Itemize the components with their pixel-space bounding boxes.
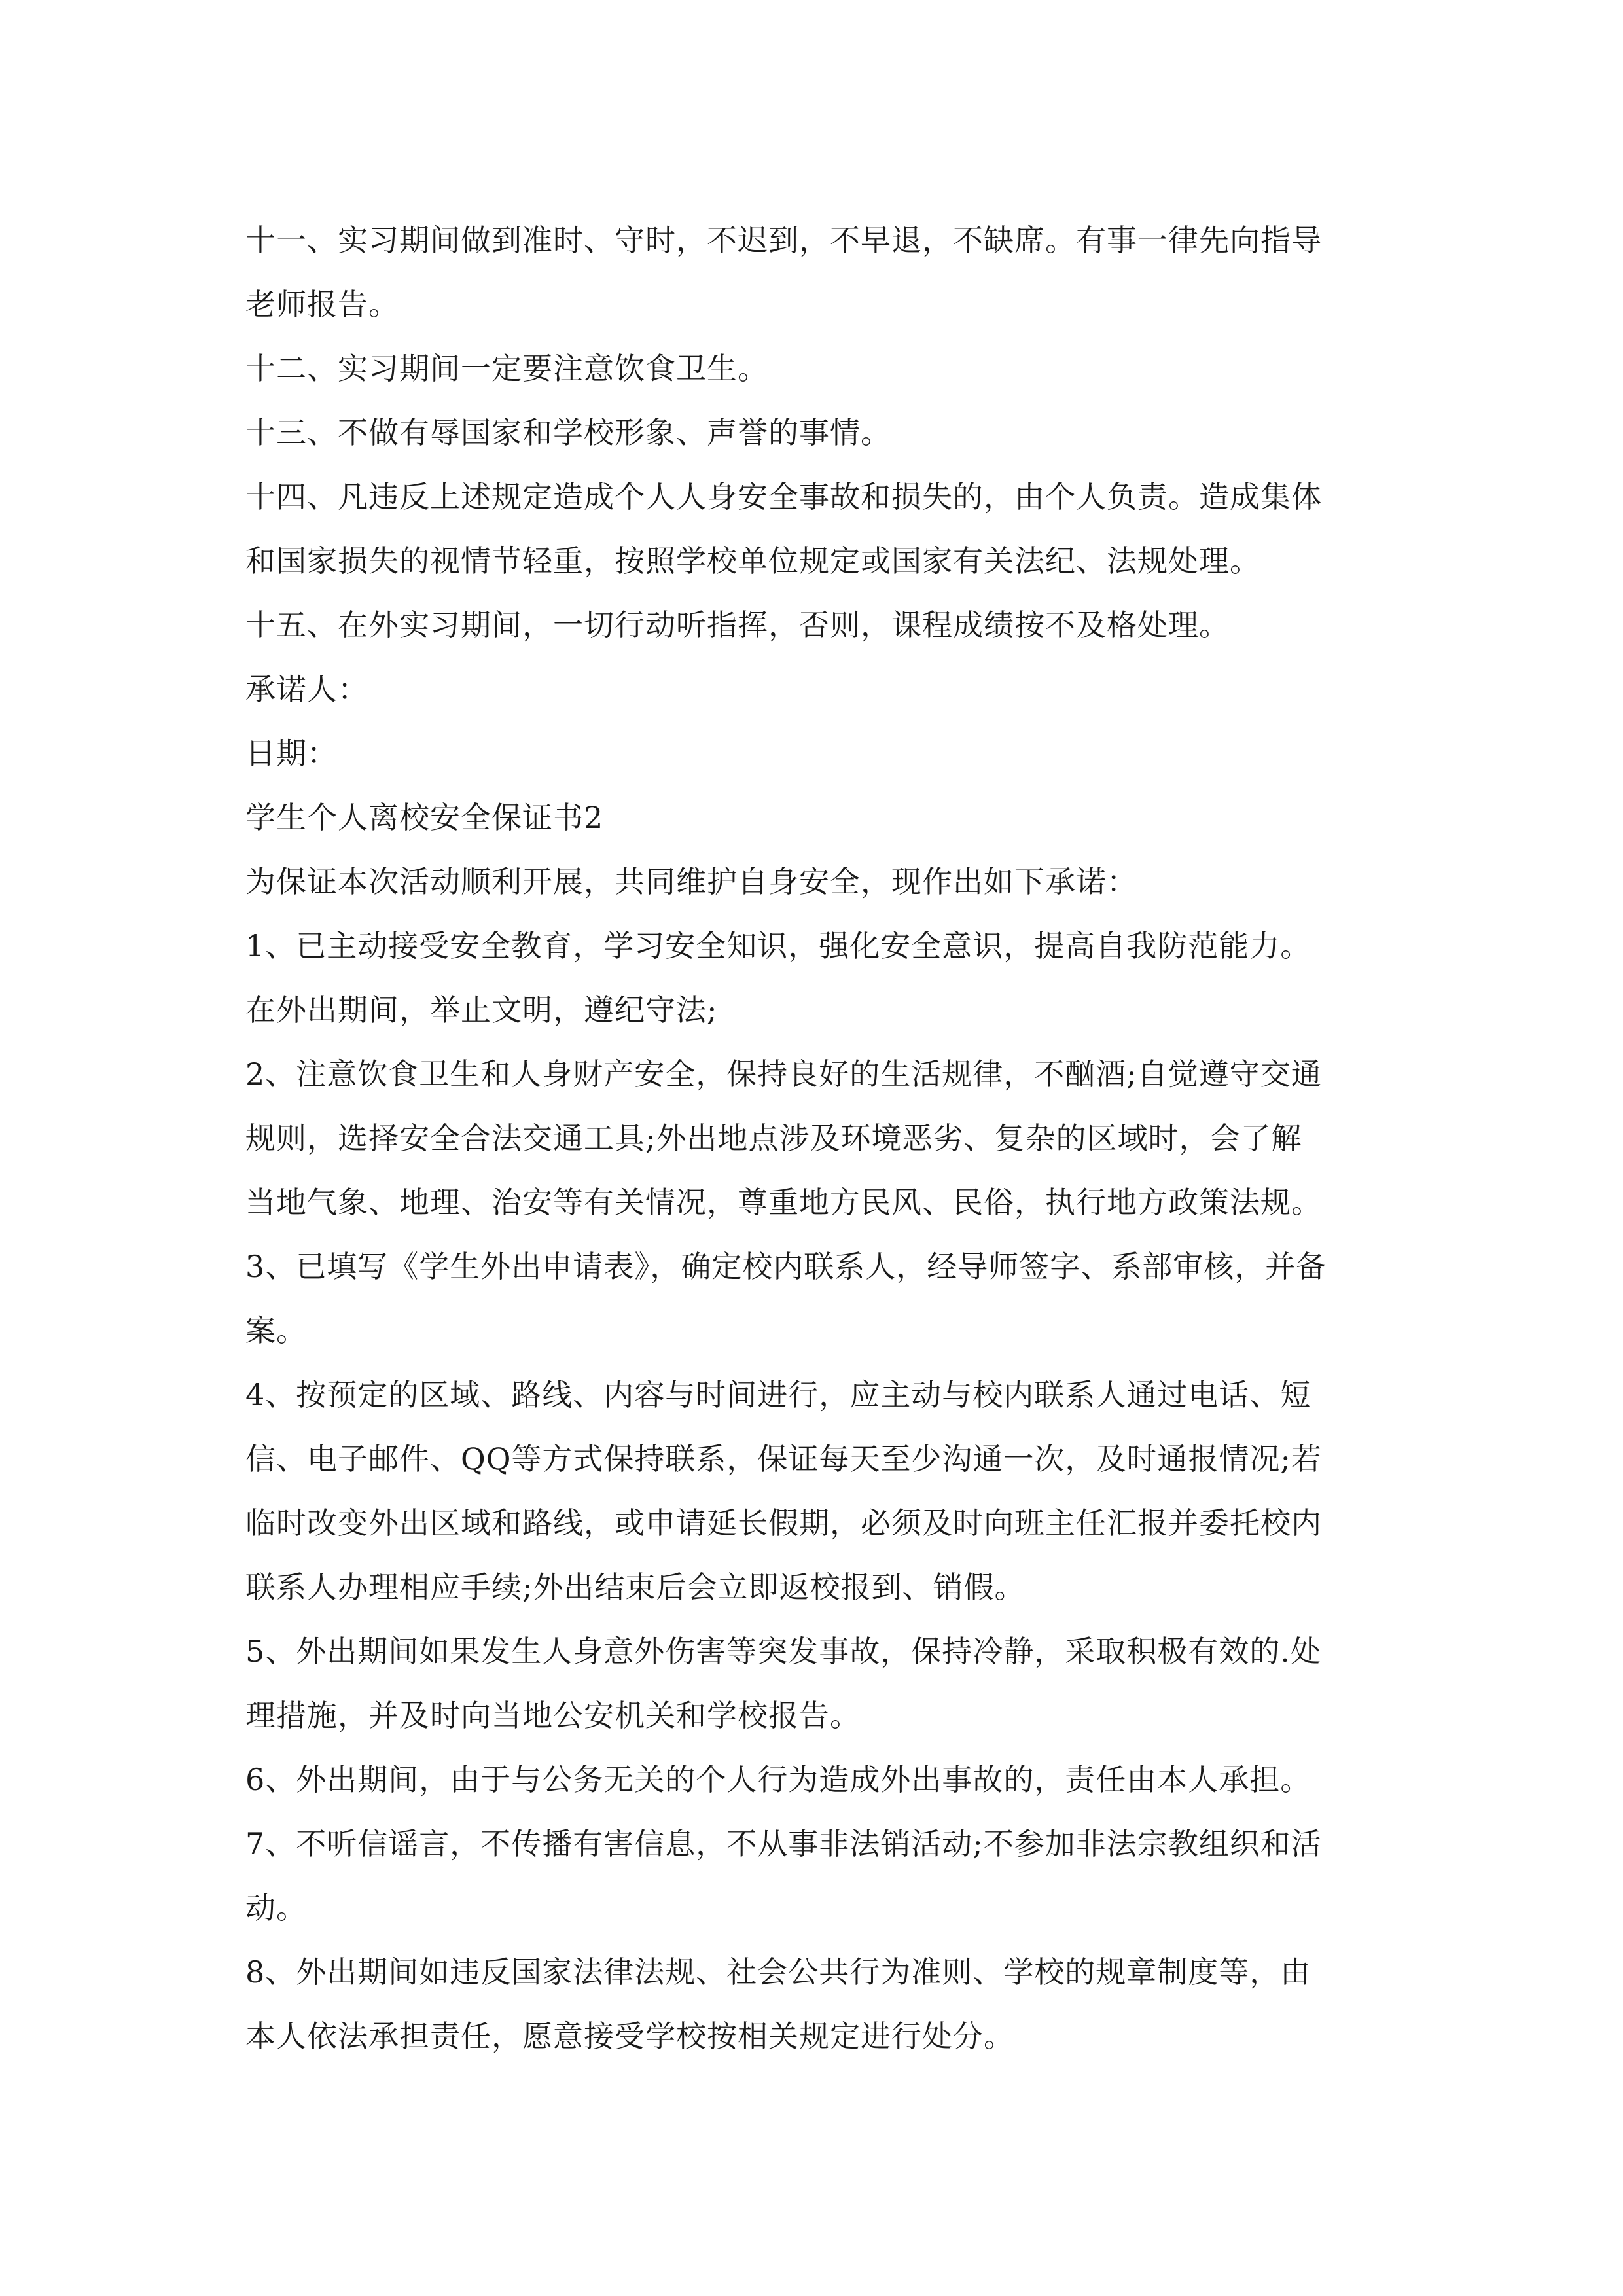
text-line: 动。 (245, 1890, 307, 1926)
text-line: 8、外出期间如违反国家法律法规、社会公共行为准则、学校的规章制度等，由 (245, 1954, 1311, 1990)
text-line: 信、电子邮件、QQ等方式保持联系，保证每天至少沟通一次，及时通报情况;若 (245, 1441, 1322, 1477)
text-line: 1、已主动接受安全教育，学习安全知识，强化安全意识，提高自我防范能力。 (245, 928, 1311, 963)
signatory-label: 承诺人： (245, 672, 368, 707)
text-line: 为保证本次活动顺利开展，共同维护自身安全，现作出如下承诺： (245, 864, 1137, 899)
section-title: 学生个人离校安全保证书2 (245, 800, 604, 835)
date-label: 日期： (245, 736, 338, 771)
text-line: 临时改变外出区域和路线，或申请延长假期，必须及时向班主任汇报并委托校内 (245, 1505, 1322, 1541)
text-line: 规则，选择安全合法交通工具;外出地点涉及环境恶劣、复杂的区域时，会了解 (245, 1121, 1302, 1156)
text-line: 6、外出期间，由于与公务无关的个人行为造成外出事故的，责任由本人承担。 (245, 1762, 1311, 1797)
text-line: 案。 (245, 1313, 307, 1348)
text-line: 7、不听信谣言，不传播有害信息，不从事非法销活动;不参加非法宗教组织和活 (245, 1826, 1322, 1861)
text-line: 3、已填写《学生外出申请表》，确定校内联系人，经导师签字、系部审核，并备 (245, 1249, 1327, 1284)
text-line: 十二、实习期间一定要注意饮食卫生。 (245, 351, 768, 386)
text-line: 4、按预定的区域、路线、内容与时间进行，应主动与校内联系人通过电话、短 (245, 1377, 1311, 1412)
text-line: 十五、在外实习期间，一切行动听指挥，否则，课程成绩按不及格处理。 (245, 607, 1230, 643)
text-line: 十四、凡违反上述规定造成个人人身安全事故和损失的，由个人负责。造成集体 (245, 479, 1322, 514)
text-line: 理措施，并及时向当地公安机关和学校报告。 (245, 1698, 861, 1733)
text-line: 十一、实习期间做到准时、守时，不迟到，不早退，不缺席。有事一律先向指导 (245, 223, 1322, 258)
text-line: 在外出期间，举止文明，遵纪守法; (245, 992, 718, 1028)
text-line: 老师报告。 (245, 287, 399, 322)
text-line: 和国家损失的视情节轻重，按照学校单位规定或国家有关法纪、法规处理。 (245, 543, 1260, 579)
document-body (245, 208, 1397, 2068)
text-line: 十三、不做有辱国家和学校形象、声誉的事情。 (245, 415, 891, 450)
text-line: 当地气象、地理、治安等有关情况，尊重地方民风、民俗，执行地方政策法规。 (245, 1185, 1322, 1220)
text-line: 本人依法承担责任，愿意接受学校按相关规定进行处分。 (245, 2018, 1014, 2054)
text-line: 联系人办理相应手续;外出结束后会立即返校报到、销假。 (245, 1570, 1026, 1605)
text-line: 2、注意饮食卫生和人身财产安全，保持良好的生活规律，不酗酒;自觉遵守交通 (245, 1056, 1322, 1092)
text-line: 5、外出期间如果发生人身意外伤害等突发事故，保持冷静，采取积极有效的.处 (245, 1634, 1321, 1669)
